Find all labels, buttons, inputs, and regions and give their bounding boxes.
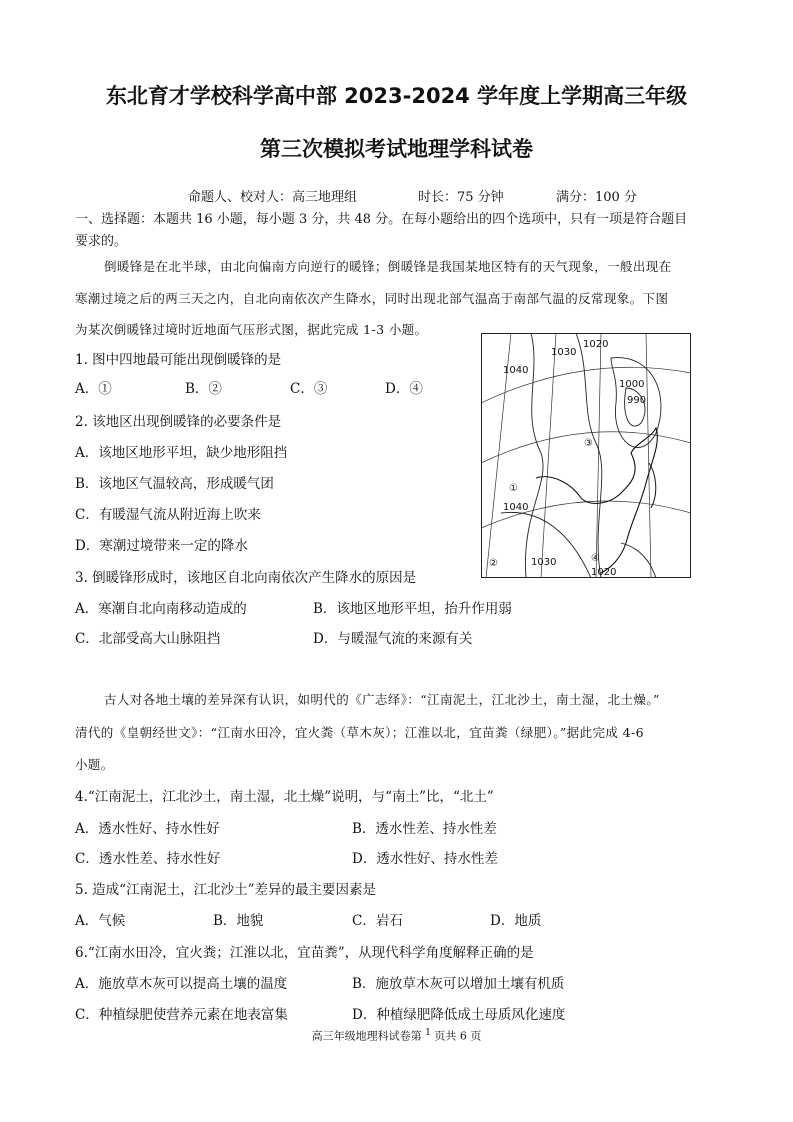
question-4-option-a[interactable]: A．透水性好、持水性好 xyxy=(75,821,220,837)
map-point-2: ② xyxy=(489,558,498,569)
page-number: 1 xyxy=(425,1027,431,1038)
question-6-option-a[interactable]: A．施放草木灰可以提高土壤的温度 xyxy=(75,976,288,992)
map-point-4: ④ xyxy=(591,553,600,564)
question-4-option-b[interactable]: B．透水性差、持水性差 xyxy=(352,821,497,837)
question-3-option-b[interactable]: B．该地区地形平坦，抬升作用弱 xyxy=(313,601,512,617)
question-4-option-d[interactable]: D．透水性好、持水性差 xyxy=(352,851,498,867)
question-5-option-a[interactable]: A．气候 xyxy=(75,913,126,929)
question-6-option-b[interactable]: B．施放草木灰可以增加土壤有机质 xyxy=(352,976,565,992)
exam-duration: 时长：75 分钟 xyxy=(418,190,504,205)
question-4-option-c[interactable]: C．透水性差、持水性好 xyxy=(75,851,221,867)
isobar-label: 1030 xyxy=(551,347,577,358)
question-3-option-d[interactable]: D．与暖湿气流的来源有关 xyxy=(313,631,473,647)
isobar-label: 1000 xyxy=(619,379,645,390)
question-6-stem: 6.“江南水田冷，宜火粪；江淮以北，宜苗粪”，从现代科学角度解释正确的是 xyxy=(75,945,534,961)
question-6-option-d[interactable]: D．种植绿肥降低成土母质风化速度 xyxy=(352,1007,566,1023)
map-point-1: ① xyxy=(509,483,518,494)
question-2-option-d[interactable]: D．寒潮过境带来一定的降水 xyxy=(75,538,248,554)
question-5-stem: 5. 造成“江南泥土，江北沙土”差异的最主要因素是 xyxy=(75,882,376,898)
question-5-option-c[interactable]: C．岩石 xyxy=(352,913,403,929)
isobar-map-figure xyxy=(481,333,691,578)
passage2-line: 小题。 xyxy=(75,757,114,772)
question-2-option-c[interactable]: C．有暖湿气流从附近海上吹来 xyxy=(75,507,261,523)
exam-score: 满分：100 分 xyxy=(556,190,637,205)
question-6-option-c[interactable]: C．种植绿肥使营养元素在地表富集 xyxy=(75,1007,288,1023)
question-1-option-a[interactable]: A．① xyxy=(75,381,112,397)
map-point-3: ③ xyxy=(584,438,593,449)
passage1-line: 寒潮过境之后的两三天之内，自北向南依次产生降水，同时出现北部气温高于南部气温的反常现象。下图 xyxy=(75,291,669,306)
passage1-line: 为某次倒暖锋过境时近地面气压形式图，据此完成 1-3 小题。 xyxy=(75,322,428,337)
question-1-option-c[interactable]: C．③ xyxy=(290,381,328,397)
exam-title-line1: 东北育才学校科学高中部 2023-2024 学年度上学期高三年级 xyxy=(105,84,688,108)
page-footer: 高三年级地理科试卷第 $^1$ 页共 6 页 xyxy=(311,1027,482,1043)
section-instructions-line1: 一、选择题：本题共 16 小题，每小题 3 分，共 48 分。在每小题给出的四个选项中，只有一项是符合题目 xyxy=(75,212,688,227)
isobar-label: 1040 xyxy=(503,365,529,376)
question-1-option-d[interactable]: D．④ xyxy=(385,381,423,397)
isobar-label: 990 xyxy=(627,395,647,406)
question-2-option-b[interactable]: B．该地区气温较高，形成暖气团 xyxy=(75,476,274,492)
question-5-option-b[interactable]: B．地貌 xyxy=(213,913,264,929)
passage2-line: 古人对各地土壤的差异深有认识，如明代的《广志绎》：“江南泥土，江北沙土，南土湿，北土燥。” xyxy=(104,692,660,707)
question-2-option-a[interactable]: A．该地区地形平坦，缺少地形阻挡 xyxy=(75,445,288,461)
question-2-stem: 2. 该地区出现倒暖锋的必要条件是 xyxy=(75,414,282,430)
passage1-line: 倒暖锋是在北半球，由北向偏南方向逆行的暖锋；倒暖锋是我国某地区特有的天气现象，一般出现在 xyxy=(104,259,672,274)
question-3-stem: 3. 倒暖锋形成时，该地区自北向南依次产生降水的原因是 xyxy=(75,570,417,586)
question-1-stem: 1. 图中四地最可能出现倒暖锋的是 xyxy=(75,352,282,368)
question-4-stem: 4.“江南泥土，江北沙土，南土湿，北土燥”说明，与“南土”比，“北土” xyxy=(75,789,494,805)
isobar-label: 1020 xyxy=(583,339,609,350)
section-instructions-line2: 要求的。 xyxy=(75,234,128,249)
question-3-option-c[interactable]: C．北部受高大山脉阻挡 xyxy=(75,631,221,647)
exam-author: 命题人、校对人：高三地理组 xyxy=(188,190,358,205)
isobar-label: 1020 xyxy=(591,567,617,578)
question-1-option-b[interactable]: B．② xyxy=(185,381,222,397)
exam-title-line2: 第三次模拟考试地理学科试卷 xyxy=(260,137,533,161)
isobar-label: 1030 xyxy=(531,557,557,568)
question-5-option-d[interactable]: D．地质 xyxy=(490,913,542,929)
passage2-line: 清代的《皇朝经世文》：“江南水田冷，宜火粪（草木灰）；江淮以北，宜苗粪（绿肥）。”据此完成 4-6 xyxy=(75,725,644,740)
question-3-option-a[interactable]: A．寒潮自北向南移动造成的 xyxy=(75,601,247,617)
isobar-label: 1040 xyxy=(503,502,529,513)
